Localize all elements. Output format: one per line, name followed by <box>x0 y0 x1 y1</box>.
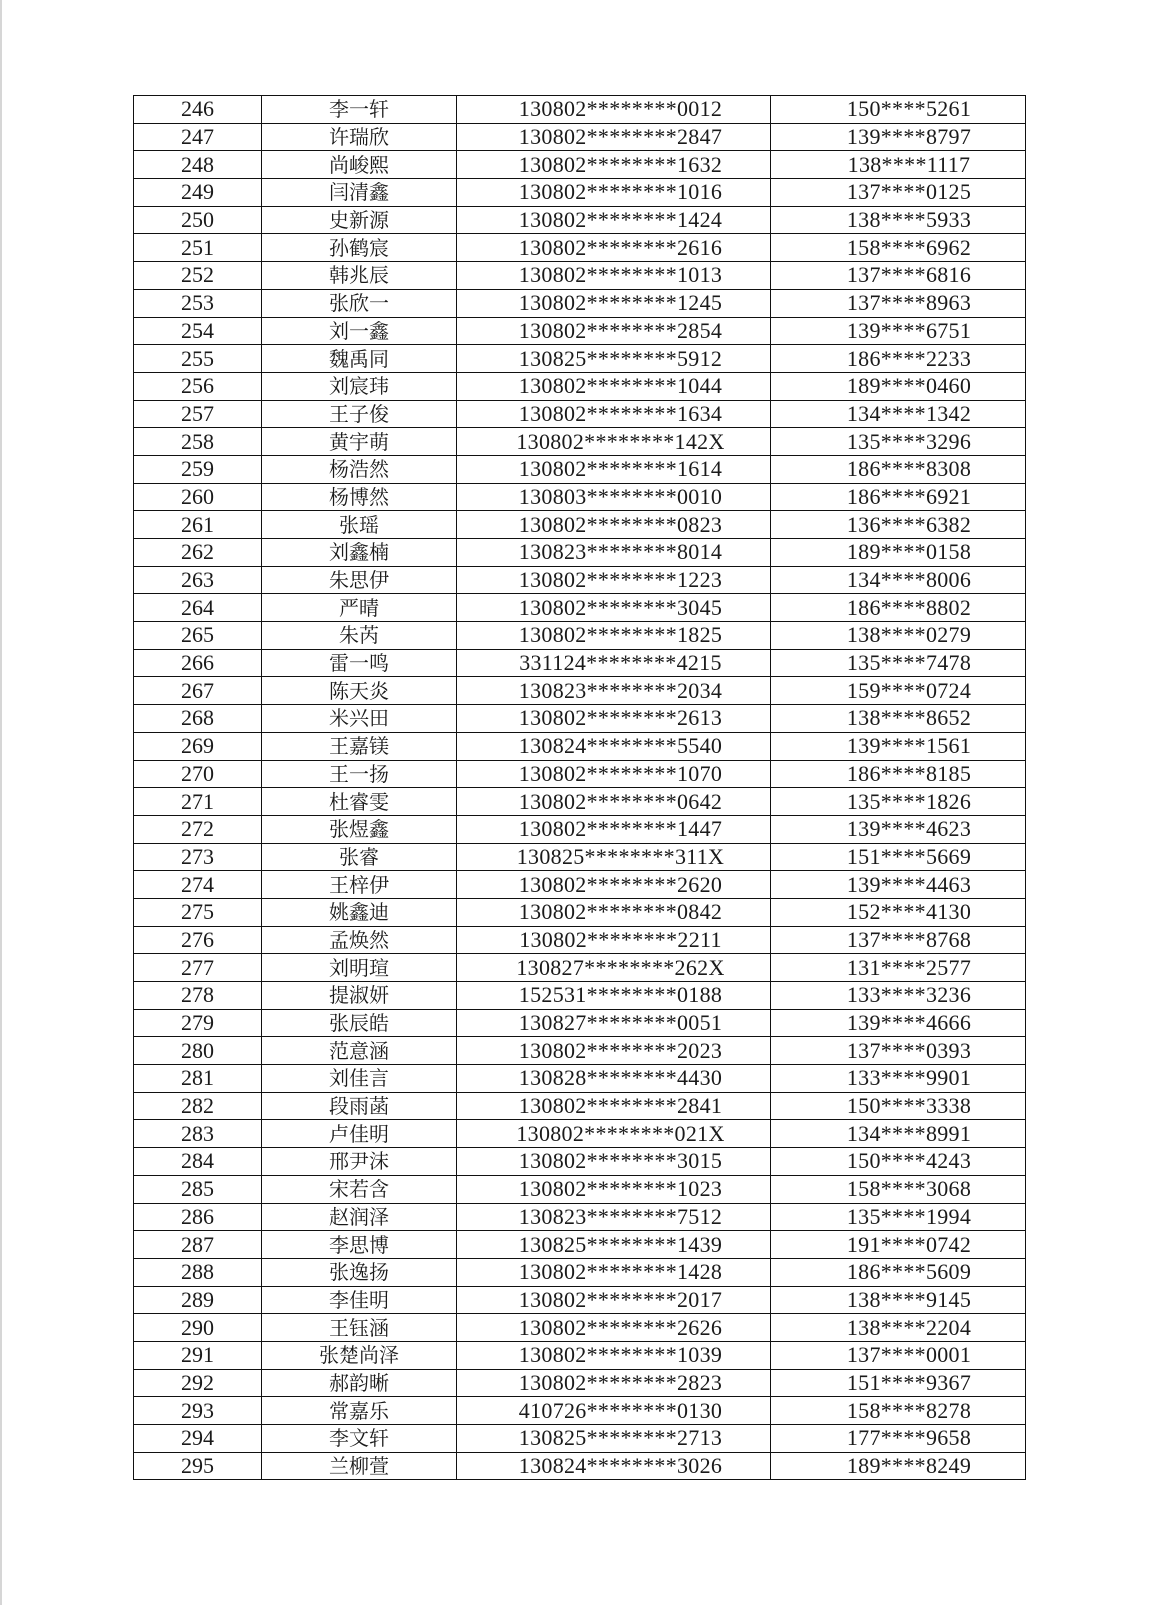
student-name-cell: 姚鑫迪 <box>262 898 457 926</box>
id-number-cell: 130802********0823 <box>457 511 771 539</box>
row-number-cell: 260 <box>134 483 262 511</box>
id-number-cell: 331124********4215 <box>457 649 771 677</box>
table-row <box>134 1397 1026 1425</box>
phone-number-cell: 191****0742 <box>771 1231 1026 1259</box>
student-name-cell: 孙鹤宸 <box>262 234 457 262</box>
row-number-cell: 292 <box>134 1369 262 1397</box>
id-number-cell: 130827********0051 <box>457 1009 771 1037</box>
student-name-cell: 陈天炎 <box>262 677 457 705</box>
student-name-cell: 刘一鑫 <box>262 317 457 345</box>
student-name-cell: 朱思伊 <box>262 566 457 594</box>
table-row <box>134 594 1026 622</box>
id-number-cell: 130828********4430 <box>457 1065 771 1093</box>
id-number-cell: 130802********2613 <box>457 705 771 733</box>
row-number-cell: 264 <box>134 594 262 622</box>
table-row <box>134 898 1026 926</box>
row-number-cell: 277 <box>134 954 262 982</box>
student-name-cell: 尚峻熙 <box>262 151 457 179</box>
row-number-cell: 291 <box>134 1341 262 1369</box>
phone-number-cell: 189****0460 <box>771 372 1026 400</box>
phone-number-cell: 137****8768 <box>771 926 1026 954</box>
student-name-cell: 刘佳言 <box>262 1065 457 1093</box>
table-row <box>134 1203 1026 1231</box>
phone-number-cell: 139****8797 <box>771 123 1026 151</box>
table-row <box>134 1065 1026 1093</box>
student-name-cell: 朱芮 <box>262 622 457 650</box>
table-row <box>134 1314 1026 1342</box>
row-number-cell: 262 <box>134 539 262 567</box>
id-number-cell: 130802********2823 <box>457 1369 771 1397</box>
phone-number-cell: 137****8963 <box>771 289 1026 317</box>
phone-number-cell: 159****0724 <box>771 677 1026 705</box>
row-number-cell: 256 <box>134 372 262 400</box>
row-number-cell: 254 <box>134 317 262 345</box>
id-number-cell: 130802********2626 <box>457 1314 771 1342</box>
id-number-cell: 152531********0188 <box>457 982 771 1010</box>
row-number-cell: 250 <box>134 206 262 234</box>
row-number-cell: 259 <box>134 455 262 483</box>
id-number-cell: 130802********0842 <box>457 898 771 926</box>
id-number-cell: 130802********2211 <box>457 926 771 954</box>
row-number-cell: 273 <box>134 843 262 871</box>
table-row <box>134 1369 1026 1397</box>
phone-number-cell: 134****8991 <box>771 1120 1026 1148</box>
phone-number-cell: 138****5933 <box>771 206 1026 234</box>
id-number-cell: 130802********021X <box>457 1120 771 1148</box>
row-number-cell: 286 <box>134 1203 262 1231</box>
row-number-cell: 276 <box>134 926 262 954</box>
student-name-cell: 韩兆辰 <box>262 262 457 290</box>
student-name-cell: 王嘉镁 <box>262 732 457 760</box>
id-number-cell: 130802********1070 <box>457 760 771 788</box>
phone-number-cell: 137****6816 <box>771 262 1026 290</box>
student-name-cell: 张逸扬 <box>262 1258 457 1286</box>
row-number-cell: 287 <box>134 1231 262 1259</box>
row-number-cell: 269 <box>134 732 262 760</box>
table-row <box>134 954 1026 982</box>
phone-number-cell: 138****0279 <box>771 622 1026 650</box>
phone-number-cell: 151****5669 <box>771 843 1026 871</box>
student-name-cell: 杨浩然 <box>262 455 457 483</box>
id-number-cell: 130802********1016 <box>457 179 771 207</box>
id-number-cell: 130802********1614 <box>457 455 771 483</box>
row-number-cell: 248 <box>134 151 262 179</box>
table-row <box>134 428 1026 456</box>
student-name-cell: 张辰皓 <box>262 1009 457 1037</box>
id-number-cell: 130802********1825 <box>457 622 771 650</box>
row-number-cell: 247 <box>134 123 262 151</box>
table-row <box>134 871 1026 899</box>
phone-number-cell: 138****1117 <box>771 151 1026 179</box>
student-name-cell: 邢尹沫 <box>262 1148 457 1176</box>
id-number-cell: 130802********2616 <box>457 234 771 262</box>
id-number-cell: 130823********8014 <box>457 539 771 567</box>
phone-number-cell: 136****6382 <box>771 511 1026 539</box>
student-name-cell: 杨博然 <box>262 483 457 511</box>
phone-number-cell: 139****1561 <box>771 732 1026 760</box>
row-number-cell: 285 <box>134 1175 262 1203</box>
id-number-cell: 130802********1447 <box>457 815 771 843</box>
phone-number-cell: 138****2204 <box>771 1314 1026 1342</box>
student-name-cell: 闫清鑫 <box>262 179 457 207</box>
id-number-cell: 130802********1044 <box>457 372 771 400</box>
phone-number-cell: 158****6962 <box>771 234 1026 262</box>
phone-number-cell: 139****4463 <box>771 871 1026 899</box>
id-number-cell: 130802********1245 <box>457 289 771 317</box>
student-name-cell: 卢佳明 <box>262 1120 457 1148</box>
student-name-cell: 王钰涵 <box>262 1314 457 1342</box>
id-number-cell: 130802********142X <box>457 428 771 456</box>
table-row <box>134 649 1026 677</box>
id-number-cell: 130802********1634 <box>457 400 771 428</box>
student-name-cell: 常嘉乐 <box>262 1397 457 1425</box>
student-name-cell: 提淑妍 <box>262 982 457 1010</box>
student-name-cell: 李佳明 <box>262 1286 457 1314</box>
id-number-cell: 130802********1023 <box>457 1175 771 1203</box>
table-row <box>134 539 1026 567</box>
student-name-cell: 严晴 <box>262 594 457 622</box>
row-number-cell: 284 <box>134 1148 262 1176</box>
student-name-cell: 许瑞欣 <box>262 123 457 151</box>
phone-number-cell: 137****0393 <box>771 1037 1026 1065</box>
phone-number-cell: 138****8652 <box>771 705 1026 733</box>
table-row <box>134 123 1026 151</box>
row-number-cell: 272 <box>134 815 262 843</box>
id-number-cell: 130825********2713 <box>457 1425 771 1453</box>
id-number-cell: 130802********1424 <box>457 206 771 234</box>
id-number-cell: 130802********1013 <box>457 262 771 290</box>
row-number-cell: 295 <box>134 1452 262 1480</box>
phone-number-cell: 189****8249 <box>771 1452 1026 1480</box>
row-number-cell: 271 <box>134 788 262 816</box>
table-row <box>134 262 1026 290</box>
table-row <box>134 400 1026 428</box>
row-number-cell: 257 <box>134 400 262 428</box>
table-row <box>134 511 1026 539</box>
row-number-cell: 275 <box>134 898 262 926</box>
phone-number-cell: 135****1826 <box>771 788 1026 816</box>
phone-number-cell: 134****1342 <box>771 400 1026 428</box>
id-number-cell: 130824********3026 <box>457 1452 771 1480</box>
table-row <box>134 151 1026 179</box>
student-name-cell: 米兴田 <box>262 705 457 733</box>
phone-number-cell: 186****5609 <box>771 1258 1026 1286</box>
table-row <box>134 1258 1026 1286</box>
phone-number-cell: 139****4623 <box>771 815 1026 843</box>
row-number-cell: 279 <box>134 1009 262 1037</box>
row-number-cell: 268 <box>134 705 262 733</box>
student-name-cell: 魏禹同 <box>262 345 457 373</box>
phone-number-cell: 137****0125 <box>771 179 1026 207</box>
phone-number-cell: 186****6921 <box>771 483 1026 511</box>
student-name-cell: 段雨菡 <box>262 1092 457 1120</box>
phone-number-cell: 137****0001 <box>771 1341 1026 1369</box>
id-number-cell: 130803********0010 <box>457 483 771 511</box>
row-number-cell: 251 <box>134 234 262 262</box>
roster-table-body <box>134 96 1026 1480</box>
table-row <box>134 982 1026 1010</box>
id-number-cell: 130802********2841 <box>457 1092 771 1120</box>
student-name-cell: 郝韵晰 <box>262 1369 457 1397</box>
table-row <box>134 206 1026 234</box>
id-number-cell: 130823********2034 <box>457 677 771 705</box>
table-row <box>134 1009 1026 1037</box>
student-name-cell: 李思博 <box>262 1231 457 1259</box>
table-row <box>134 1175 1026 1203</box>
id-number-cell: 130802********2847 <box>457 123 771 151</box>
id-number-cell: 130802********1039 <box>457 1341 771 1369</box>
phone-number-cell: 151****9367 <box>771 1369 1026 1397</box>
table-row <box>134 372 1026 400</box>
row-number-cell: 246 <box>134 96 262 124</box>
student-name-cell: 范意涵 <box>262 1037 457 1065</box>
table-row <box>134 1037 1026 1065</box>
id-number-cell: 130827********262X <box>457 954 771 982</box>
student-name-cell: 赵润泽 <box>262 1203 457 1231</box>
row-number-cell: 281 <box>134 1065 262 1093</box>
table-row <box>134 815 1026 843</box>
table-row <box>134 622 1026 650</box>
student-name-cell: 兰柳萱 <box>262 1452 457 1480</box>
student-name-cell: 王子俊 <box>262 400 457 428</box>
table-row <box>134 705 1026 733</box>
id-number-cell: 130802********1632 <box>457 151 771 179</box>
row-number-cell: 267 <box>134 677 262 705</box>
table-row <box>134 677 1026 705</box>
table-row <box>134 1120 1026 1148</box>
row-number-cell: 280 <box>134 1037 262 1065</box>
id-number-cell: 130802********3045 <box>457 594 771 622</box>
phone-number-cell: 135****3296 <box>771 428 1026 456</box>
row-number-cell: 293 <box>134 1397 262 1425</box>
phone-number-cell: 135****7478 <box>771 649 1026 677</box>
table-row <box>134 455 1026 483</box>
student-name-cell: 张睿 <box>262 843 457 871</box>
table-row <box>134 179 1026 207</box>
table-row <box>134 345 1026 373</box>
row-number-cell: 294 <box>134 1425 262 1453</box>
id-number-cell: 130802********2017 <box>457 1286 771 1314</box>
student-name-cell: 张欣一 <box>262 289 457 317</box>
table-row <box>134 1148 1026 1176</box>
student-name-cell: 王一扬 <box>262 760 457 788</box>
scrollbar-track[interactable] <box>1150 0 1170 1605</box>
student-name-cell: 张瑶 <box>262 511 457 539</box>
id-number-cell: 130823********7512 <box>457 1203 771 1231</box>
table-row <box>134 96 1026 124</box>
row-number-cell: 274 <box>134 871 262 899</box>
row-number-cell: 282 <box>134 1092 262 1120</box>
row-number-cell: 249 <box>134 179 262 207</box>
table-row <box>134 317 1026 345</box>
row-number-cell: 288 <box>134 1258 262 1286</box>
id-number-cell: 130824********5540 <box>457 732 771 760</box>
phone-number-cell: 186****2233 <box>771 345 1026 373</box>
row-number-cell: 278 <box>134 982 262 1010</box>
student-name-cell: 李一轩 <box>262 96 457 124</box>
row-number-cell: 253 <box>134 289 262 317</box>
table-row <box>134 1231 1026 1259</box>
table-row <box>134 483 1026 511</box>
row-number-cell: 258 <box>134 428 262 456</box>
student-name-cell: 王梓伊 <box>262 871 457 899</box>
student-name-cell: 刘明瑄 <box>262 954 457 982</box>
table-row <box>134 1425 1026 1453</box>
student-name-cell: 史新源 <box>262 206 457 234</box>
phone-number-cell: 186****8802 <box>771 594 1026 622</box>
student-name-cell: 刘鑫楠 <box>262 539 457 567</box>
table-row <box>134 1092 1026 1120</box>
phone-number-cell: 133****9901 <box>771 1065 1026 1093</box>
id-number-cell: 130802********2620 <box>457 871 771 899</box>
row-number-cell: 290 <box>134 1314 262 1342</box>
row-number-cell: 263 <box>134 566 262 594</box>
student-name-cell: 李文轩 <box>262 1425 457 1453</box>
table-row <box>134 760 1026 788</box>
roster-table <box>133 95 1026 1480</box>
student-name-cell: 孟焕然 <box>262 926 457 954</box>
id-number-cell: 130802********2023 <box>457 1037 771 1065</box>
row-number-cell: 289 <box>134 1286 262 1314</box>
id-number-cell: 130802********3015 <box>457 1148 771 1176</box>
table-row <box>134 732 1026 760</box>
table-row <box>134 1452 1026 1480</box>
phone-number-cell: 150****3338 <box>771 1092 1026 1120</box>
row-number-cell: 270 <box>134 760 262 788</box>
student-name-cell: 雷一鸣 <box>262 649 457 677</box>
student-name-cell: 张楚尚泽 <box>262 1341 457 1369</box>
id-number-cell: 130802********2854 <box>457 317 771 345</box>
id-number-cell: 130802********1428 <box>457 1258 771 1286</box>
id-number-cell: 130825********1439 <box>457 1231 771 1259</box>
table-row <box>134 1341 1026 1369</box>
phone-number-cell: 158****8278 <box>771 1397 1026 1425</box>
row-number-cell: 255 <box>134 345 262 373</box>
page-edge <box>0 0 2 1605</box>
row-number-cell: 266 <box>134 649 262 677</box>
id-number-cell: 130802********1223 <box>457 566 771 594</box>
phone-number-cell: 189****0158 <box>771 539 1026 567</box>
student-name-cell: 黄宇萌 <box>262 428 457 456</box>
student-name-cell: 杜睿雯 <box>262 788 457 816</box>
id-number-cell: 130825********5912 <box>457 345 771 373</box>
table-row <box>134 843 1026 871</box>
id-number-cell: 410726********0130 <box>457 1397 771 1425</box>
table-row <box>134 1286 1026 1314</box>
table-row <box>134 289 1026 317</box>
phone-number-cell: 135****1994 <box>771 1203 1026 1231</box>
phone-number-cell: 139****4666 <box>771 1009 1026 1037</box>
phone-number-cell: 139****6751 <box>771 317 1026 345</box>
phone-number-cell: 131****2577 <box>771 954 1026 982</box>
row-number-cell: 265 <box>134 622 262 650</box>
table-row <box>134 566 1026 594</box>
phone-number-cell: 186****8185 <box>771 760 1026 788</box>
phone-number-cell: 133****3236 <box>771 982 1026 1010</box>
phone-number-cell: 152****4130 <box>771 898 1026 926</box>
phone-number-cell: 177****9658 <box>771 1425 1026 1453</box>
phone-number-cell: 158****3068 <box>771 1175 1026 1203</box>
id-number-cell: 130802********0012 <box>457 96 771 124</box>
row-number-cell: 283 <box>134 1120 262 1148</box>
row-number-cell: 252 <box>134 262 262 290</box>
phone-number-cell: 134****8006 <box>771 566 1026 594</box>
table-row <box>134 234 1026 262</box>
phone-number-cell: 150****4243 <box>771 1148 1026 1176</box>
phone-number-cell: 138****9145 <box>771 1286 1026 1314</box>
student-name-cell: 张煜鑫 <box>262 815 457 843</box>
phone-number-cell: 150****5261 <box>771 96 1026 124</box>
id-number-cell: 130825********311X <box>457 843 771 871</box>
row-number-cell: 261 <box>134 511 262 539</box>
table-row <box>134 926 1026 954</box>
student-name-cell: 刘宸玮 <box>262 372 457 400</box>
student-name-cell: 宋若含 <box>262 1175 457 1203</box>
id-number-cell: 130802********0642 <box>457 788 771 816</box>
phone-number-cell: 186****8308 <box>771 455 1026 483</box>
table-row <box>134 788 1026 816</box>
